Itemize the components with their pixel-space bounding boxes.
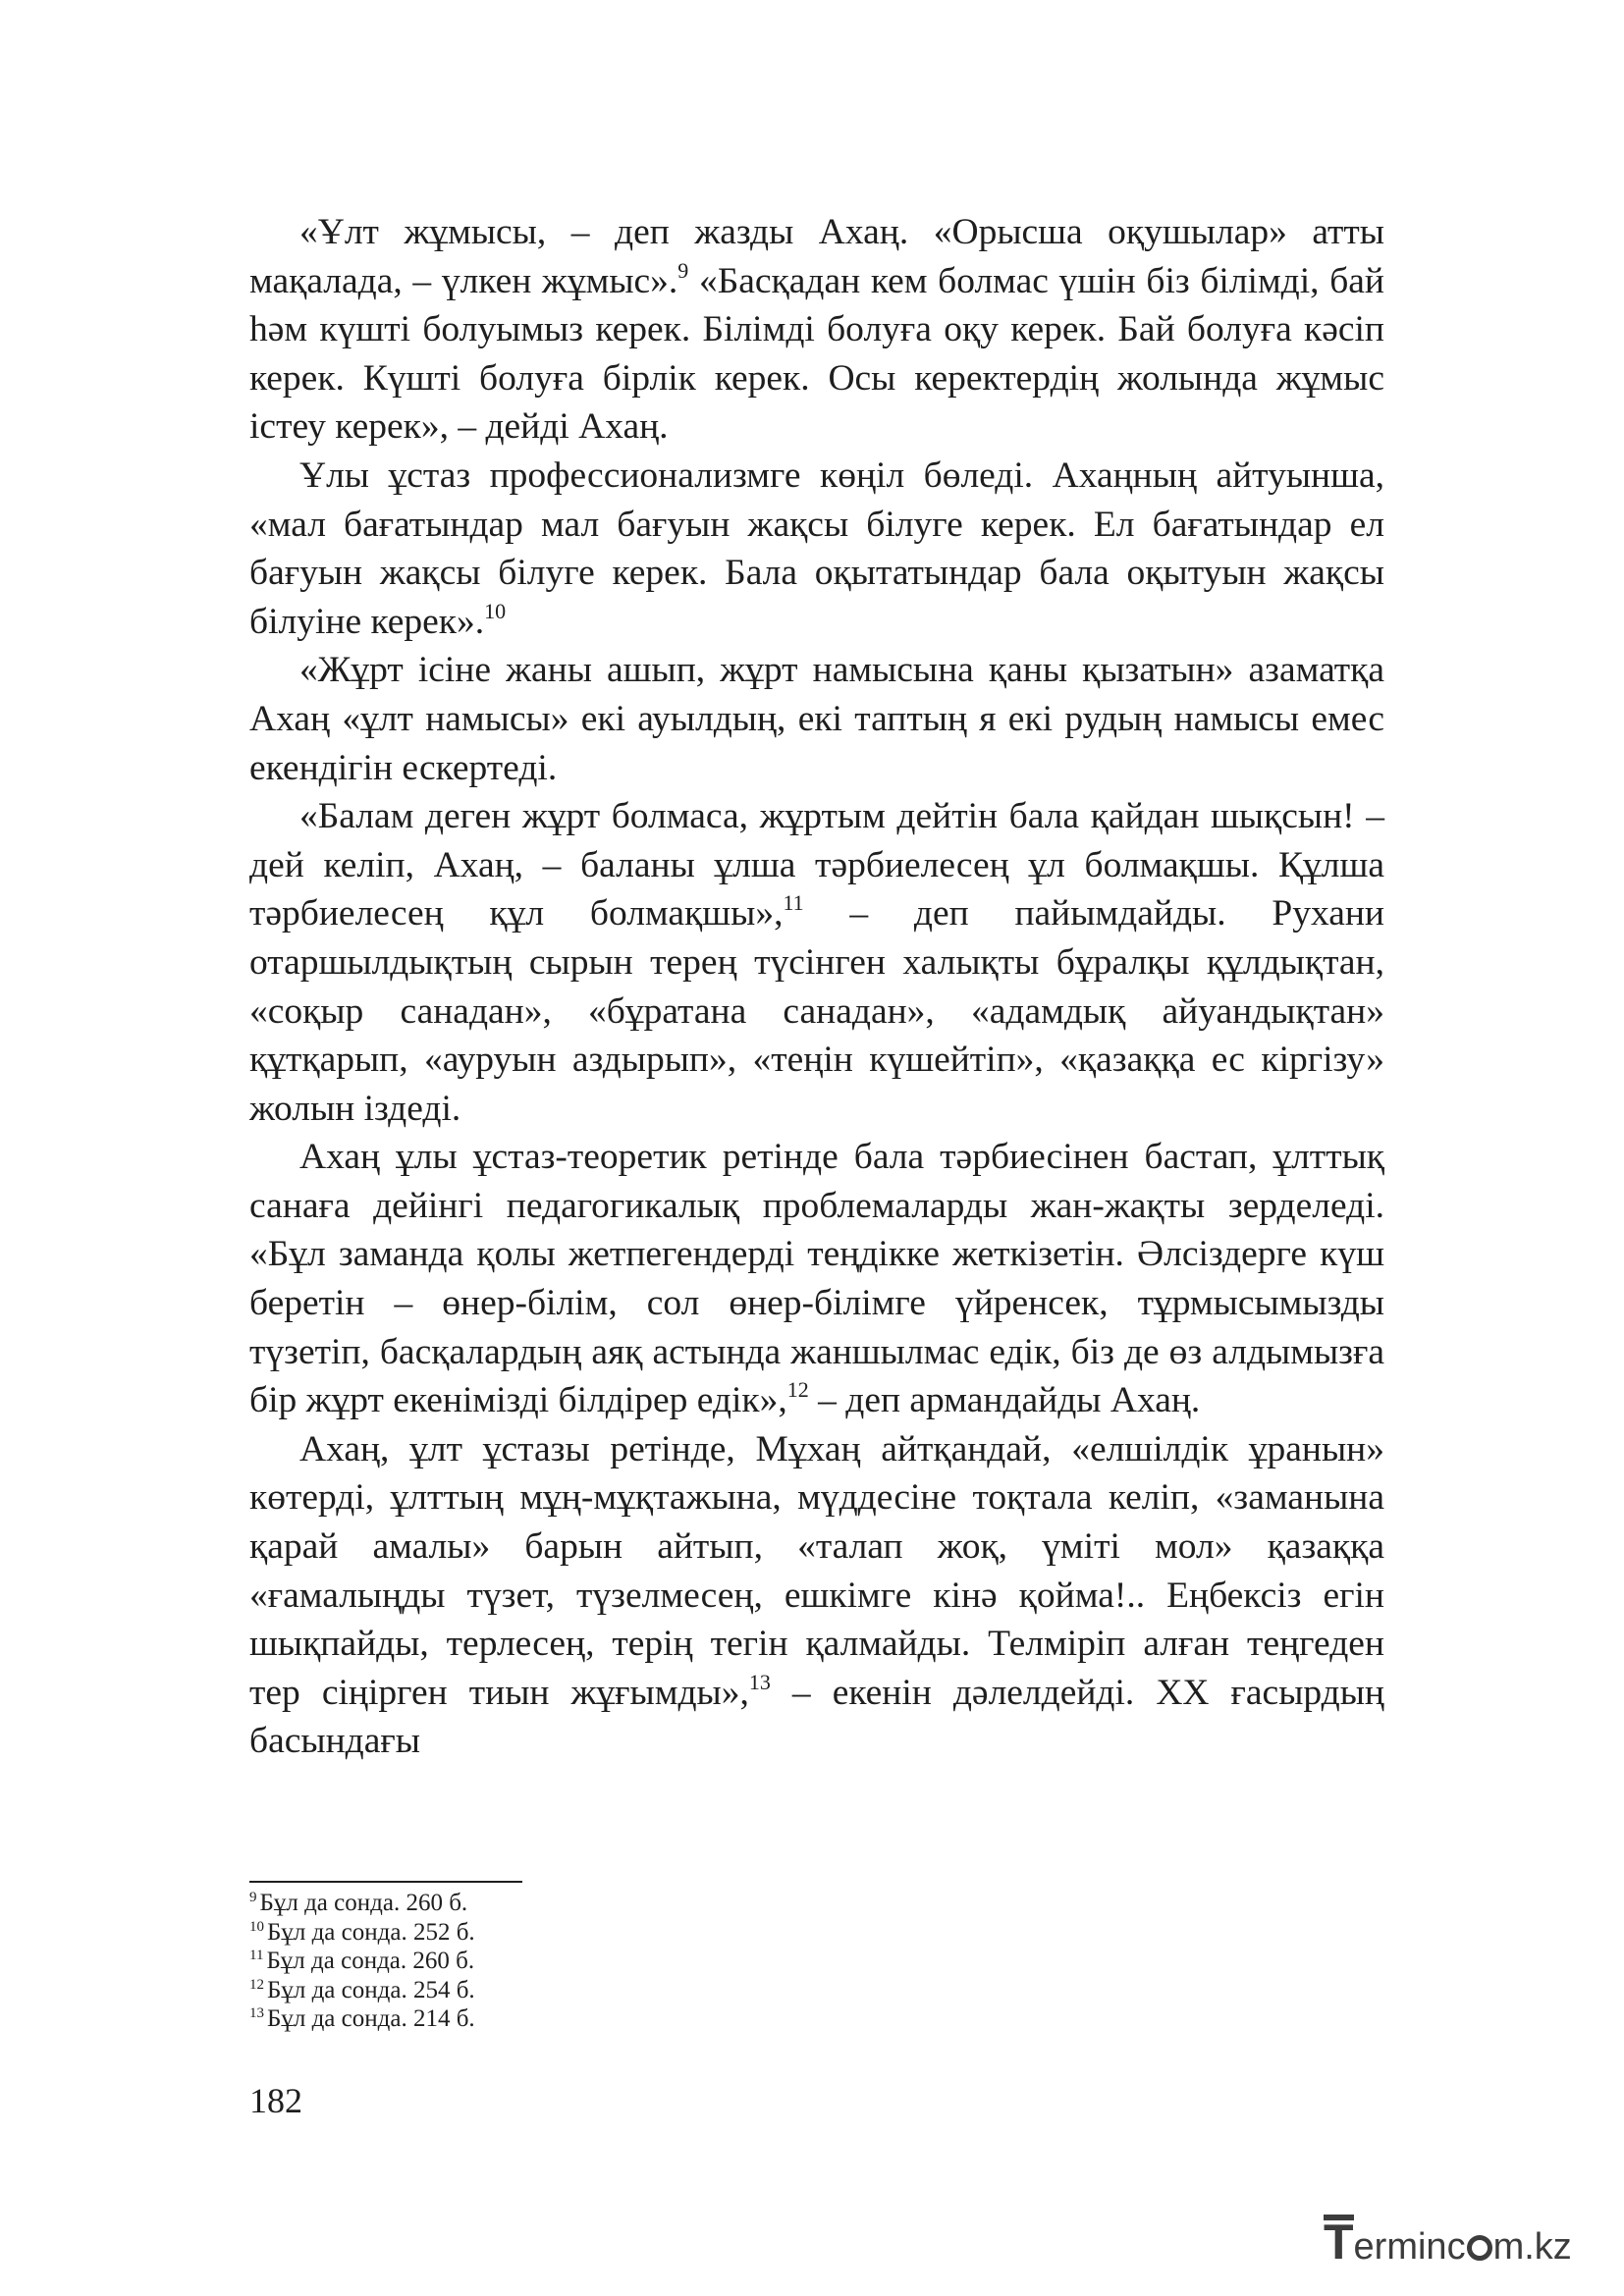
footnote-number: 9	[249, 1890, 257, 1905]
footnote-ref-11[interactable]: 11	[783, 890, 804, 916]
footnote-ref-13[interactable]: 13	[748, 1669, 771, 1694]
footnote-number: 10	[249, 1918, 264, 1935]
paragraph-text: «Балам деген жұрт болмаса, жұртым дейтін бала қайдан шықсын! – дей келіп, Ахаң, – баланы ұлша тәрбиелесең ұл болмақшы. Құлша тәрбиелесең құл болмақшы»,	[249, 796, 1384, 934]
footnote-text: Бұл да сонда. 214 б.	[267, 2005, 475, 2032]
paragraph-text: – екенін дәлелдейді. ХХ ғасырдың басындағы	[249, 1672, 1384, 1762]
paragraph-1	[249, 208, 1384, 452]
footnote-10	[249, 1918, 1384, 1948]
footnote-11	[249, 1947, 1384, 1976]
footnote-9	[249, 1889, 1384, 1918]
paragraph-text: – деп армандайды Ахаң.	[808, 1380, 1201, 1421]
paragraph-4	[249, 792, 1384, 1133]
footnote-ref-12[interactable]: 12	[786, 1377, 809, 1403]
watermark-text-part2: m.kz	[1492, 2226, 1572, 2268]
footnote-number: 11	[249, 1948, 264, 1963]
paragraph-2	[249, 452, 1384, 646]
paragraph-text: «Жұрт ісіне жаны ашып, жұрт намысына қаны қызатын» азаматқа Ахаң «ұлт намысы» екі ауылдың, екі таптың я екі рудың намысы емес екендігін ескертеді.	[249, 650, 1384, 788]
page-body	[249, 208, 1384, 1766]
paragraph-text: Ахаң, ұлт ұстазы ретінде, Мұхаң айтқандай, «елшілдік ұранын» көтерді, ұлттың мұң-мұқтажына, мүддесіне тоқтала келіп, «заманына қарай амалы» барын айтып, «талап жоқ, үміті мол» қазаққа «ғамалыңды түзет, түзелмесең, ешкімге кінә қойма!.. Еңбексіз егін шықпайды, терлесең, терің тегін қалмайды. Телміріп алған теңгеден тер сіңірген тиын жұғымды»,	[249, 1428, 1384, 1713]
paragraph-text: Ахаң ұлы ұстаз-теоретик ретінде бала тәрбиесінен бастап, ұлттық санаға дейінгі педагогикалық проблемаларды жан-жақты зерделеді. «Бұл заманда қолы жетпегендерді теңдікке жеткізетін. Әлсіздерге күш беретін – өнер-білім, сол өнер-білімге үйренсек, тұрмысымызды түзетіп, басқалардың аяқ астында жаншылмас едік, біз де өз алдымызға бір жұрт екенімізді білдірер едік»,	[249, 1137, 1384, 1421]
footnote-text: Бұл да сонда. 260 б.	[266, 1948, 475, 1974]
footnote-text: Бұл да сонда. 254 б.	[267, 1976, 475, 2003]
footnote-text: Бұл да сонда. 252 б.	[267, 1918, 475, 1946]
paragraph-6	[249, 1425, 1384, 1766]
watermark-text-part1: erminc	[1353, 2226, 1466, 2268]
watermark-circle-icon	[1467, 2235, 1492, 2261]
footnote-divider	[249, 1881, 522, 1883]
footnote-number: 13	[249, 2005, 264, 2021]
footnote-number: 12	[249, 1976, 264, 1993]
paragraph-3	[249, 646, 1384, 792]
footnotes	[249, 1881, 1384, 2034]
footnote-13	[249, 2004, 1384, 2034]
footnote-12	[249, 1976, 1384, 2005]
footnote-ref-10[interactable]: 10	[484, 598, 507, 623]
watermark-letter-t: T	[1324, 2215, 1354, 2269]
paragraph-text: – деп пайымдайды. Рухани отаршылдықтың сырын терең түсінген халықты бұралқы құлдықтан, «соқыр санадан», «бұратана санадан», «адамдық айуандықтан» құтқарып, «ауруын аздырып», «теңін күшейтіп», «қазаққа ес кіргізу» жолын іздеді.	[249, 893, 1384, 1129]
paragraph-text: «Ұлт жұмысы, – деп жазды Ахаң. «Орысша оқушылар» атты мақалада, – үлкен жұмыс».	[249, 212, 1384, 301]
page-number: 182	[249, 2081, 302, 2120]
footnote-text: Бұл да сонда. 260 б.	[259, 1890, 468, 1916]
footnote-ref-9[interactable]: 9	[677, 257, 689, 283]
paragraph-5	[249, 1133, 1384, 1425]
paragraph-text: «Басқадан кем болмас үшін біз білімді, бай һәм күшті болуымыз керек. Білімді болуға оқу керек. Бай болуға кәсіп керек. Күшті болуға бірлік керек. Осы керектердің жолында жұмыс істеу керек», – дейді Ахаң.	[249, 260, 1384, 448]
paragraph-text: Ұлы ұстаз профессионализмге көңіл бөледі. Ахаңның айтуынша, «мал бағатындар мал бағуын жақсы білуге керек. Ел бағатындар ел бағуын жақсы білуге керек. Бала оқытатындар бала оқытуын жақсы білуіне керек».	[249, 454, 1384, 642]
termincom-watermark-logo	[1324, 2215, 1598, 2269]
